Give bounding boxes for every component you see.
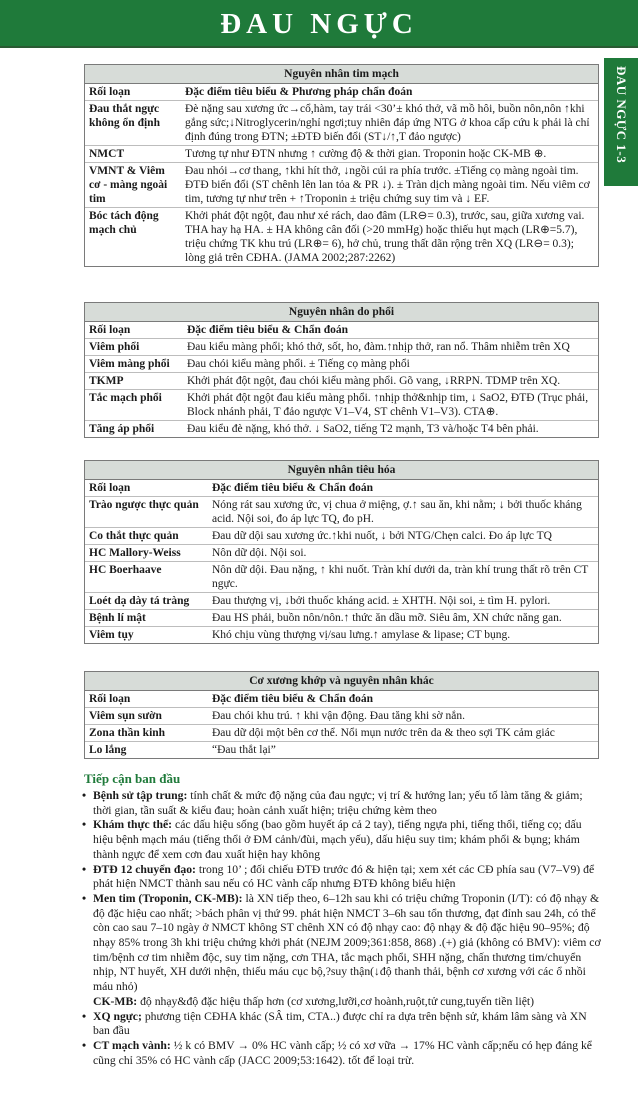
table-row — [85, 528, 598, 545]
disorder-cell: Lo lắng — [89, 744, 127, 756]
list-item-text: trong 10’ ; đối chiếu ĐTĐ trước đó & hiện tại; xem xét các CĐ phía sau (V7–V9) để phát hiện NMCT thành sau nếu có HC vành cấp nhưng ĐTĐ không biểu hiện — [93, 862, 595, 891]
table-cardiac-causes — [84, 64, 599, 267]
disorder-cell: Viêm tụy — [89, 629, 134, 641]
table-header-row — [85, 691, 598, 708]
disorder-cell: Đau thắt ngực không ổn định — [89, 103, 160, 129]
table-row — [85, 545, 598, 562]
description-cell: Khó chịu vùng thượng vị/sau lưng.↑ amylase & lipase; CT bụng. — [212, 629, 511, 641]
disorder-cell: Viêm màng phổi — [89, 358, 170, 370]
list-item-text: tính chất & mức độ nặng của đau ngực; vị trí & hướng lan; yếu tố làm tăng & giảm; thời gian, tần suất & kiểu đau; hoàn cảnh xuất hiện; triệu chứng kèm theo — [93, 789, 583, 817]
table-title: Nguyên nhân tiêu hóa — [85, 461, 598, 480]
column-header: Rối loạn — [89, 86, 131, 98]
initial-approach-list — [80, 789, 602, 1068]
table-header-row — [85, 84, 598, 101]
description-cell: Đau chói khu trú. ↑ khi vận động. Đau tăng khi sờ nắn. — [212, 710, 465, 722]
table-row — [85, 356, 598, 373]
disorder-cell: Tắc mạch phổi — [89, 392, 162, 404]
description-cell: “Đau thắt lại” — [212, 744, 276, 756]
chapter-side-tab-label: ĐAU NGỰC 1-3 — [614, 66, 629, 164]
column-header: Rối loạn — [89, 482, 131, 494]
disorder-cell: TKMP — [89, 375, 124, 387]
list-item-text: là XN tiếp theo, 6–12h sau khi có triệu chứng Troponin (I/T): có độ nhạy & độ đặc hiệu cao nhất; >bách phân vị thứ 99. phát hiện NMCT 3–6h sau tổn thương, đạt đỉnh sau 24h, có thể còn cao sau 7–10 ngày ở NMCT không ST chênh XN có độ nhạy cao: độ nhạy & độ đặc hiệu 90–95%; độ nhạy 85% trong 3h khi triệu chứng khởi phát (NEJM 2009;361:858, 868) .(+) giả (không có BMV): viêm cơ tim/bệnh cơ tim nhiễm độc, suy tim nặng, cơn THA, tắc mạch phổi, SHH nặng, chấn thương tim/chuyển nhịp, NT huyết, XH dưới nhện, thiếu máu cục bộ,?suy thận(↓độ thanh thải, bệnh cơ xương với các ổ nhồi máu nhỏ) — [93, 891, 601, 994]
table-row — [85, 208, 598, 266]
list-item — [80, 892, 602, 995]
table-row — [85, 725, 598, 742]
page-title: ĐAU NGỰC — [220, 8, 418, 40]
table-header-row — [85, 480, 598, 497]
disorder-cell: VMNT & Viêm cơ - màng ngoài tim — [89, 165, 168, 205]
table-row — [85, 562, 598, 593]
section-title-initial-approach: Tiếp cận ban đầu — [84, 771, 181, 786]
disorder-cell: Viêm phổi — [89, 341, 140, 353]
disorder-cell: Bệnh lí mật — [89, 612, 146, 624]
table-row — [85, 742, 598, 758]
disorder-cell: Co thắt thực quản — [89, 530, 179, 542]
list-item — [80, 818, 602, 862]
disorder-cell: Trào ngược thực quản — [89, 499, 199, 511]
table-row — [85, 593, 598, 610]
description-cell: Đau dữ dội một bên cơ thể. Nổi mụn nước trên da & theo sợi TK cảm giác — [212, 727, 555, 739]
disorder-cell: HC Boerhaave — [89, 564, 162, 576]
table-row — [85, 339, 598, 356]
list-item — [80, 1010, 602, 1039]
description-cell: Nóng rát sau xương ức, vị chua ở miệng, ợ.↑ sau ăn, khi nằm; ↓ bởi thuốc kháng acid. Nội soi, đo áp lực TQ, đo pH. — [212, 499, 582, 525]
table-row — [85, 390, 598, 421]
list-item-label: CK-MB: — [93, 994, 138, 1008]
table-row — [85, 146, 598, 163]
disorder-cell: Viêm sụn sườn — [89, 710, 162, 722]
list-item — [80, 789, 602, 818]
description-cell: Nôn dữ dội. Nội soi. — [212, 547, 307, 559]
column-header: Rối loạn — [89, 693, 131, 705]
list-item-text: phương tiện CĐHA khác (SÂ tim, CTA..) được chỉ ra dựa trên bệnh sử, khám lâm sàng và XN ban đầu — [93, 1009, 587, 1038]
table-row — [85, 163, 598, 208]
description-cell: Đè nặng sau xương ức→cổ,hàm, tay trái <30’± khó thở, vã mồ hôi, buồn nôn,nôn ↑khi gắng sức;↓Nitroglycerin/nghỉ ngơi;tuy nhiên đáp ứng NTG ở khoa cấp cứu k phải là chỉ định đúng trong ĐTN; ±ĐTĐ biến đổi (ST↓/↑,T đảo ngược) — [185, 103, 590, 143]
column-header: Đặc điểm tiêu biểu & Chẩn đoán — [212, 482, 374, 494]
list-item-label: Men tim (Troponin, CK-MB): — [93, 891, 243, 905]
disorder-cell: Tăng áp phổi — [89, 423, 155, 435]
description-cell: Tương tự như ĐTN nhưng ↑ cường độ & thời gian. Troponin hoặc CK-MB ⊕. — [185, 148, 547, 160]
list-item-text: độ nhạy&độ đặc hiệu thấp hơn (cơ xương,lưỡi,cơ hoành,ruột,tử cung,tuyến tiền liệt) — [137, 994, 535, 1008]
list-item-label: Bệnh sử tập trung: — [93, 789, 188, 802]
column-header: Đặc điểm tiêu biểu & Chẩn đoán — [187, 324, 349, 336]
table-row — [85, 627, 598, 643]
table-title: Cơ xương khớp và nguyên nhân khác — [85, 672, 598, 691]
description-cell: Khởi phát đột ngột đau kiểu màng phổi. ↑nhịp thở&nhịp tim, ↓ SaO2, ĐTĐ (Trục phải, Block nhánh phải, T đảo ngược V1–V4, ST chênh V1–V3). CTA⊕. — [187, 392, 589, 418]
table-row — [85, 421, 598, 437]
list-item-label: ĐTĐ 12 chuyển đạo: — [93, 862, 196, 876]
description-cell: Nôn dữ dội. Đau nặng, ↑ khi nuốt. Tràn khí dưới da, tràn khí trung thất rõ trên CT ngực. — [212, 564, 589, 590]
list-item — [80, 863, 602, 892]
column-header: Rối loạn — [89, 324, 131, 336]
description-cell: Đau nhói→cơ thang, ↑khi hít thở, ↓ngồi cúi ra phía trước. ±Tiếng cọ màng ngoài tim. ĐTĐ biến đổi (ST chênh lên lan tỏa & PR ↓). ± Tràn dịch màng ngoài tim. Nếu viêm cơ tim, tương tự như trên + ↑Troponin ± triệu chứng suy tim và ↓ EF. — [185, 165, 590, 205]
table-row — [85, 373, 598, 390]
disorder-cell: Zona thần kinh — [89, 727, 166, 739]
list-item-label: XQ ngực; — [93, 1009, 142, 1023]
table-header-row — [85, 322, 598, 339]
description-cell: Đau dữ dội sau xương ức.↑khi nuốt, ↓ bởi NTG/Chẹn calci. Đo áp lực TQ — [212, 530, 552, 542]
disorder-cell: Loét dạ dày tá tràng — [89, 595, 190, 607]
list-item-text: các dấu hiệu sống (bao gồm huyết áp cả 2 tay), tiếng ngựa phi, tiếng thổi, tiếng cọ; dấu hiệu bệnh mạch máu (tiếng thổi ở ĐM cảnh/đùi, mạch yếu), dấu hiệu suy tim; khám phổi & bụng; khám thành ngực để xem cơn đau xuất hiện hay không — [93, 818, 582, 861]
table-musculoskeletal-causes — [84, 671, 599, 759]
disorder-cell: Bóc tách động mạch chủ — [89, 210, 159, 236]
column-header: Đặc điểm tiêu biểu & Chẩn đoán — [212, 693, 374, 705]
list-item-label: Khám thực thể: — [93, 818, 173, 832]
table-row — [85, 708, 598, 725]
table-gi-causes — [84, 460, 599, 644]
table-title: Nguyên nhân do phổi — [85, 303, 598, 322]
table-row — [85, 497, 598, 528]
disorder-cell: HC Mallory-Weiss — [89, 547, 181, 559]
page-header — [0, 0, 638, 48]
disorder-cell: NMCT — [89, 148, 125, 160]
description-cell: Đau kiểu màng phổi; khó thở, sốt, ho, đàm.↑nhịp thở, ran nổ. Thâm nhiễm trên XQ — [187, 341, 570, 353]
list-item-label: CT mạch vành: — [93, 1038, 171, 1052]
list-item — [80, 995, 602, 1010]
description-cell: Đau HS phải, buồn nôn/nôn.↑ thức ăn dầu mỡ. Siêu âm, XN chức năng gan. — [212, 612, 562, 624]
description-cell: Đau thượng vị, ↓bởi thuốc kháng acid. ± XHTH. Nội soi, ± tìm H. pylori. — [212, 595, 551, 607]
table-row — [85, 101, 598, 146]
description-cell: Khởi phát đột ngột, đau chói kiểu màng phổi. Gõ vang, ↓RRPN. TDMP trên XQ. — [187, 375, 561, 387]
chapter-side-tab — [604, 58, 638, 186]
table-row — [85, 610, 598, 627]
table-pulmonary-causes — [84, 302, 599, 438]
description-cell: Đau kiểu đè nặng, khó thở. ↓ SaO2, tiếng T2 mạnh, T3 và/hoặc T4 bên phải. — [187, 423, 539, 435]
list-item — [80, 1039, 602, 1068]
description-cell: Khởi phát đột ngột, đau như xé rách, dao đâm (LR⊖= 0.3), trước, sau, giữa xương vai. THA hay hạ HA. ± HA không cân đối (>20 mmHg) hoặc thiếu hụt mạch (LR⊕=5.7), triệu chứng TK khu trú (LR⊕= 6), hở chủ, trung thất dãn rộng trên XQ (LR⊖= 0.3); lòng giả trên CĐHA. (JAMA 2002;287:2262) — [185, 210, 585, 264]
description-cell: Đau chói kiểu màng phổi. ± Tiếng cọ màng phổi — [187, 358, 410, 370]
column-header: Đặc điểm tiêu biểu & Phương pháp chẩn đoán — [185, 86, 413, 98]
table-title: Nguyên nhân tim mạch — [85, 65, 598, 84]
list-item-text: ½ k có BMV → 0% HC vành cấp; ½ có xơ vữa → 17% HC vành cấp;nếu có hẹp đáng kể cũng chỉ 35% có HC vành cấp (JACC 2009;53:1642). tốt để loại trừ. — [93, 1038, 592, 1067]
